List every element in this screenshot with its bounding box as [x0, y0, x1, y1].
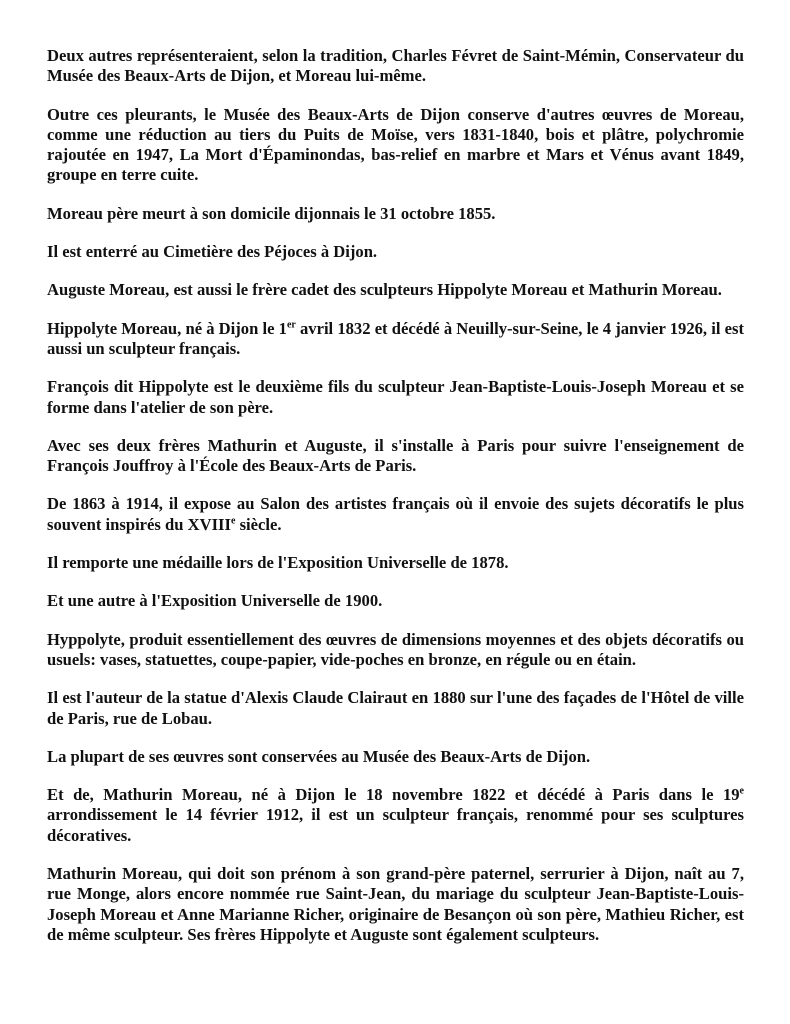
paragraph-salon — [47, 494, 744, 535]
paragraph-medaille-1878: Il remporte une médaille lors de l'Exposition Universelle de 1878. — [47, 553, 509, 573]
paragraph-freres-paris: Avec ses deux frères Mathurin et Auguste, il s'installe à Paris pour suivre l'enseignement de François Jouffroy à l'École des Beaux-Arts de Paris. — [47, 435, 744, 476]
paragraph-auguste: Auguste Moreau, est aussi le frère cadet des sculpteurs Hippolyte Moreau et Mathurin Moreau. — [47, 280, 722, 300]
paragraph-text: Et de, Mathurin Moreau, né à Dijon le 18 novembre 1822 et décédé à Paris dans le 19 — [47, 785, 740, 805]
superscript: e — [739, 785, 744, 797]
paragraph-text: Hippolyte Moreau, né à Dijon le 1 — [47, 318, 287, 338]
paragraph-conservation: La plupart de ses œuvres sont conservées au Musée des Beaux-Arts de Dijon. — [47, 746, 591, 766]
paragraph-medaille-1900: Et une autre à l'Exposition Universelle de 1900. — [47, 591, 383, 611]
paragraph-text: De 1863 à 1914, il expose au Salon des artistes français où il envoie des sujets décoratifs le plus souvent inspirés du XVIII — [47, 494, 744, 534]
paragraph-mathurin-naissance — [47, 785, 744, 846]
paragraph-representants: Deux autres représenteraient, selon la tradition, Charles Févret de Saint-Mémin, Conservateur du Musée des Beaux-Arts de Dijon, et Moreau lui-même. — [47, 46, 744, 86]
paragraph-text: arrondissement le 14 février 1912, il est un sculpteur français, renommé pour ses sculptures décoratives. — [47, 805, 744, 845]
paragraph-statue-clairaut: Il est l'auteur de la statue d'Alexis Claude Clairaut en 1880 sur l'une des façades de l'Hôtel de ville de Paris, rue de Lobau. — [47, 688, 744, 728]
paragraph-cimetiere: Il est enterré au Cimetière des Péjoces à Dijon. — [47, 242, 378, 262]
paragraph-francois-hippolyte: François dit Hippolyte est le deuxième fils du sculpteur Jean-Baptiste-Louis-Joseph Moreau et se forme dans l'atelier de son père. — [47, 377, 744, 417]
paragraph-oeuvres-decoratives: Hyppolyte, produit essentiellement des œuvres de dimensions moyennes et des objets décoratifs ou usuels: vases, statuettes, coupe-papier, vide-poches en bronze, en régule ou en étain. — [47, 629, 744, 669]
document-page — [47, 46, 744, 963]
paragraph-text: avril 1832 et décédé à Neuilly-sur-Seine, le 4 janvier 1926, il est aussi un sculpteur français. — [47, 318, 744, 358]
paragraph-text: siècle. — [235, 514, 282, 534]
paragraph-mathurin-famille: Mathurin Moreau, qui doit son prénom à son grand-père paternel, serrurier à Dijon, naît au 7, rue Monge, alors encore nommée rue Saint-Jean, du mariage du sculpteur Jean-Baptiste-Louis-Joseph Moreau et Anne Marianne Richer, originaire de Besançon où son père, Mathieu Richer, est de même sculpteur. Ses frères Hippolyte et Auguste sont également sculpteurs. — [47, 864, 744, 944]
paragraph-deces-pere: Moreau père meurt à son domicile dijonnais le 31 octobre 1855. — [47, 203, 496, 223]
paragraph-oeuvres-musee: Outre ces pleurants, le Musée des Beaux-Arts de Dijon conserve d'autres œuvres de Moreau, comme une réduction au tiers du Puits de Moïse, vers 1831-1840, bois et plâtre, polychromie rajoutée en 1947, La Mort d'Épaminondas, bas-relief en marbre et Mars et Vénus avant 1849, groupe en terre cuite. — [47, 104, 744, 185]
paragraph-hippolyte-naissance — [47, 319, 744, 360]
superscript: e — [230, 515, 236, 527]
superscript: er — [286, 319, 296, 331]
